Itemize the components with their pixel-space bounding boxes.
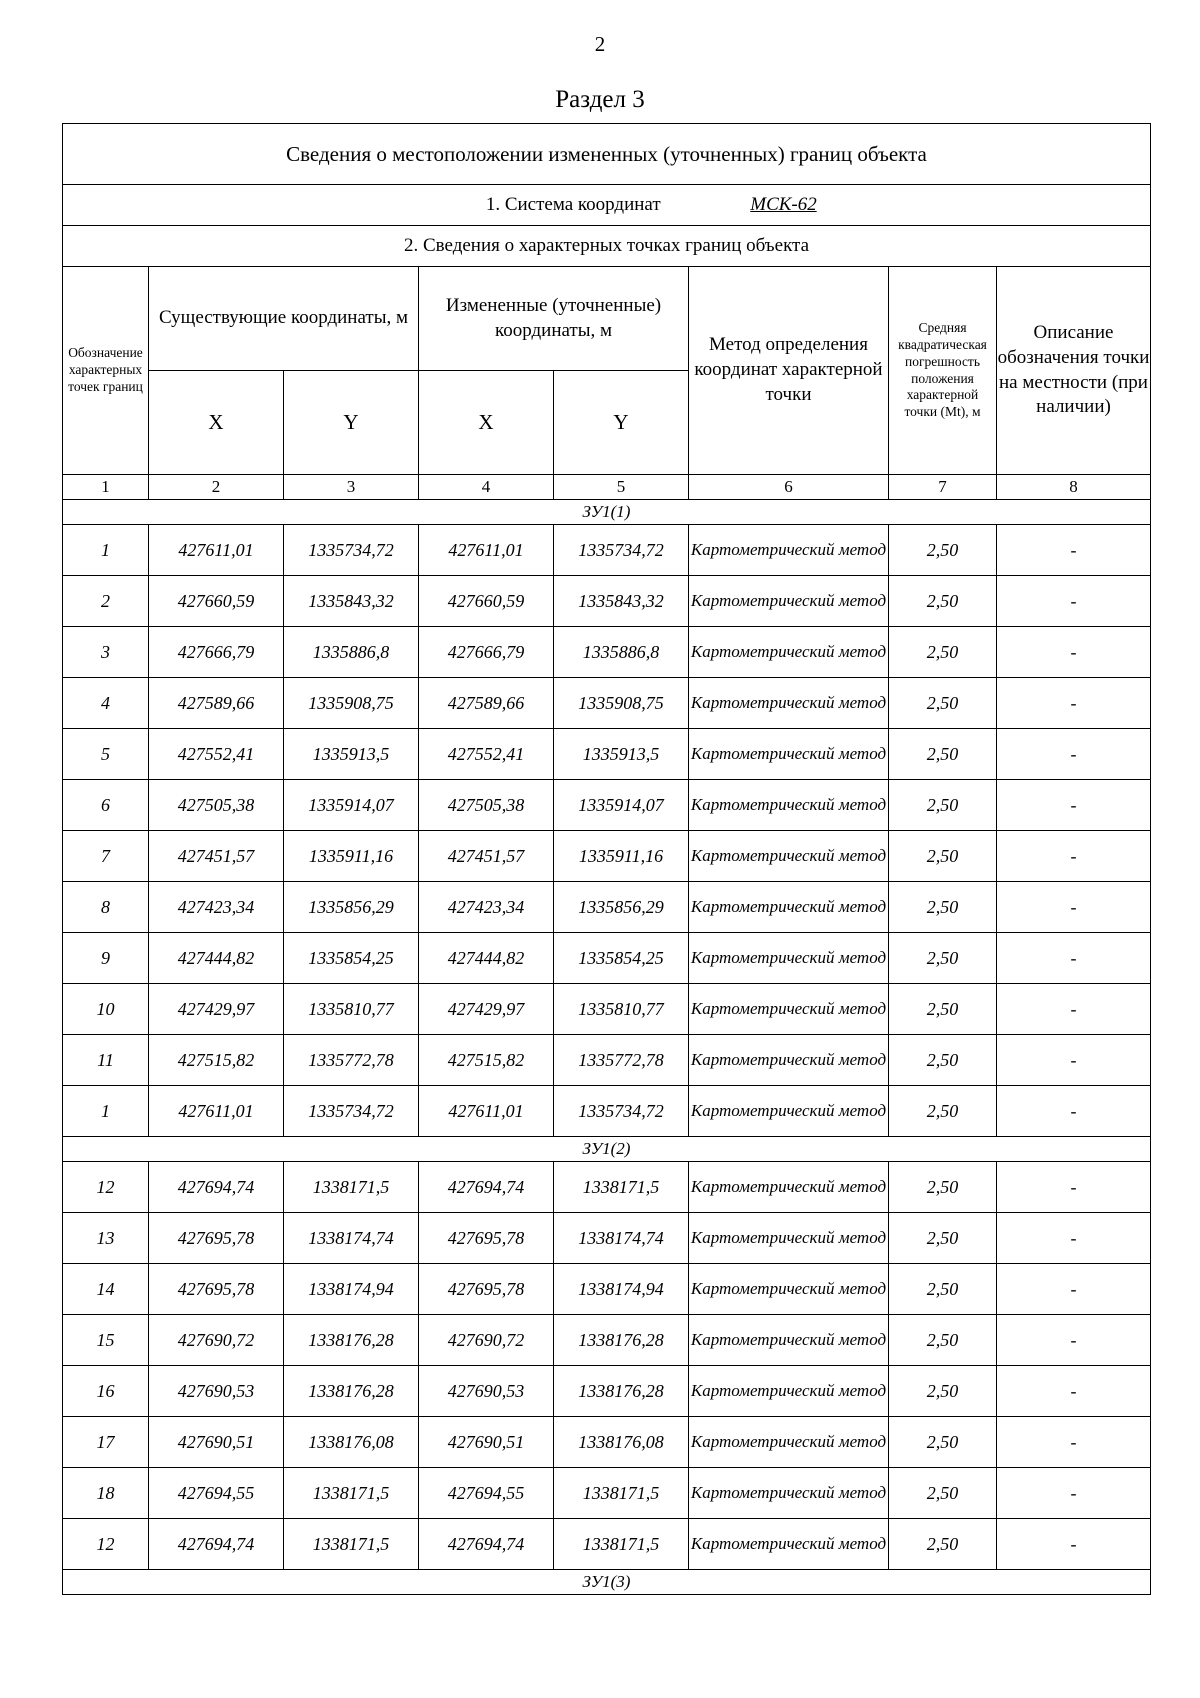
table-row <box>63 1264 1151 1315</box>
cell-method: Картометрический метод <box>689 1468 889 1519</box>
cell-existing-y: 1338174,74 <box>284 1213 419 1264</box>
column-number: 5 <box>554 475 689 500</box>
cell-changed-x: 427444,82 <box>419 933 554 984</box>
cell-mean-error: 2,50 <box>889 576 997 627</box>
cell-description: - <box>997 882 1151 933</box>
cell-changed-x: 427451,57 <box>419 831 554 882</box>
cell-changed-x: 427690,72 <box>419 1315 554 1366</box>
cell-existing-y: 1335914,07 <box>284 780 419 831</box>
cell-mean-error: 2,50 <box>889 831 997 882</box>
cell-point: 1 <box>63 1086 149 1137</box>
cell-description: - <box>997 1035 1151 1086</box>
cell-point: 13 <box>63 1213 149 1264</box>
cell-method: Картометрический метод <box>689 525 889 576</box>
table-row <box>63 831 1151 882</box>
cell-existing-y: 1335911,16 <box>284 831 419 882</box>
cell-existing-x: 427505,38 <box>149 780 284 831</box>
cell-description: - <box>997 729 1151 780</box>
cell-method: Картометрический метод <box>689 831 889 882</box>
cell-description: - <box>997 1315 1151 1366</box>
cell-method: Картометрический метод <box>689 729 889 780</box>
table-row <box>63 1417 1151 1468</box>
cell-method: Картометрический метод <box>689 780 889 831</box>
cell-method: Картометрический метод <box>689 1519 889 1570</box>
cell-changed-y: 1338174,94 <box>554 1264 689 1315</box>
cell-method: Картометрический метод <box>689 1315 889 1366</box>
cell-changed-x: 427611,01 <box>419 1086 554 1137</box>
cell-description: - <box>997 627 1151 678</box>
cell-point: 4 <box>63 678 149 729</box>
table-row <box>63 576 1151 627</box>
cell-description: - <box>997 1264 1151 1315</box>
section-title: Раздел 3 <box>555 86 645 113</box>
cell-description: - <box>997 1162 1151 1213</box>
table-row <box>63 1035 1151 1086</box>
table-row <box>63 780 1151 831</box>
cell-changed-x: 427666,79 <box>419 627 554 678</box>
cell-existing-y: 1338171,5 <box>284 1519 419 1570</box>
cell-changed-y: 1335772,78 <box>554 1035 689 1086</box>
column-number: 1 <box>63 475 149 500</box>
cell-existing-y: 1338171,5 <box>284 1468 419 1519</box>
table-row <box>63 729 1151 780</box>
cell-existing-y: 1335734,72 <box>284 1086 419 1137</box>
group-row <box>63 1137 1151 1162</box>
cell-method: Картометрический метод <box>689 1035 889 1086</box>
cell-method: Картометрический метод <box>689 576 889 627</box>
cell-changed-x: 427552,41 <box>419 729 554 780</box>
table-row <box>63 1315 1151 1366</box>
table-row <box>63 933 1151 984</box>
cell-existing-x: 427694,55 <box>149 1468 284 1519</box>
cell-method: Картометрический метод <box>689 882 889 933</box>
cell-mean-error: 2,50 <box>889 1366 997 1417</box>
cell-mean-error: 2,50 <box>889 627 997 678</box>
cell-method: Картометрический метод <box>689 933 889 984</box>
cell-mean-error: 2,50 <box>889 1162 997 1213</box>
cell-changed-y: 1338171,5 <box>554 1162 689 1213</box>
cell-mean-error: 2,50 <box>889 780 997 831</box>
cell-existing-x: 427695,78 <box>149 1213 284 1264</box>
header-mean-error: Средняя квадратическая погрешность положения характерной точки (Mt), м <box>889 267 997 475</box>
cell-existing-x: 427423,34 <box>149 882 284 933</box>
cell-existing-x: 427589,66 <box>149 678 284 729</box>
cell-description: - <box>997 984 1151 1035</box>
cell-existing-y: 1338176,08 <box>284 1417 419 1468</box>
cell-point: 8 <box>63 882 149 933</box>
cell-method: Картометрический метод <box>689 984 889 1035</box>
cell-existing-x: 427695,78 <box>149 1264 284 1315</box>
cell-existing-y: 1335854,25 <box>284 933 419 984</box>
group-row <box>63 1570 1151 1595</box>
table-row <box>63 1162 1151 1213</box>
cell-changed-x: 427694,74 <box>419 1519 554 1570</box>
cell-existing-x: 427451,57 <box>149 831 284 882</box>
coordinate-system-row <box>63 185 1151 226</box>
cell-changed-x: 427660,59 <box>419 576 554 627</box>
column-number: 3 <box>284 475 419 500</box>
cell-mean-error: 2,50 <box>889 984 997 1035</box>
cell-point: 5 <box>63 729 149 780</box>
cell-point: 9 <box>63 933 149 984</box>
cell-changed-x: 427694,55 <box>419 1468 554 1519</box>
cell-mean-error: 2,50 <box>889 933 997 984</box>
table-row <box>63 627 1151 678</box>
cell-changed-y: 1335810,77 <box>554 984 689 1035</box>
cell-point: 2 <box>63 576 149 627</box>
cell-description: - <box>997 678 1151 729</box>
cell-mean-error: 2,50 <box>889 525 997 576</box>
table-row <box>63 678 1151 729</box>
cell-changed-y: 1338176,28 <box>554 1366 689 1417</box>
cell-existing-x: 427666,79 <box>149 627 284 678</box>
cell-point: 10 <box>63 984 149 1035</box>
cell-changed-y: 1335854,25 <box>554 933 689 984</box>
header-changed-x: X <box>419 371 554 475</box>
cell-existing-x: 427690,53 <box>149 1366 284 1417</box>
cell-changed-x: 427611,01 <box>419 525 554 576</box>
cell-changed-x: 427690,53 <box>419 1366 554 1417</box>
group-row <box>63 500 1151 525</box>
cell-point: 7 <box>63 831 149 882</box>
column-number: 7 <box>889 475 997 500</box>
header-method: Метод определения координат характерной точки <box>689 267 889 475</box>
header-changed-coordinates: Измененные (уточненные) координаты, м <box>419 267 689 371</box>
table-row <box>63 984 1151 1035</box>
cell-method: Картометрический метод <box>689 1366 889 1417</box>
cell-method: Картометрический метод <box>689 1086 889 1137</box>
cell-existing-x: 427552,41 <box>149 729 284 780</box>
cell-changed-y: 1338171,5 <box>554 1468 689 1519</box>
group-label: ЗУ1(3) <box>63 1570 1151 1595</box>
cell-point: 16 <box>63 1366 149 1417</box>
cell-changed-y: 1338171,5 <box>554 1519 689 1570</box>
cell-mean-error: 2,50 <box>889 1468 997 1519</box>
cell-mean-error: 2,50 <box>889 1086 997 1137</box>
cell-existing-x: 427611,01 <box>149 1086 284 1137</box>
table-row <box>63 525 1151 576</box>
cell-changed-y: 1338174,74 <box>554 1213 689 1264</box>
cell-changed-y: 1335843,32 <box>554 576 689 627</box>
cell-changed-y: 1338176,08 <box>554 1417 689 1468</box>
page-number: 2 <box>594 32 606 56</box>
cell-existing-x: 427660,59 <box>149 576 284 627</box>
cell-existing-y: 1335810,77 <box>284 984 419 1035</box>
points-heading: 2. Сведения о характерных точках границ объекта <box>63 226 1151 267</box>
table-row <box>63 882 1151 933</box>
cell-changed-y: 1335913,5 <box>554 729 689 780</box>
header-existing-y: Y <box>284 371 419 475</box>
cell-description: - <box>997 525 1151 576</box>
cell-existing-y: 1335908,75 <box>284 678 419 729</box>
cell-mean-error: 2,50 <box>889 1417 997 1468</box>
cell-changed-y: 1335908,75 <box>554 678 689 729</box>
cell-existing-x: 427694,74 <box>149 1162 284 1213</box>
cell-mean-error: 2,50 <box>889 1315 997 1366</box>
cell-description: - <box>997 1086 1151 1137</box>
cell-changed-x: 427429,97 <box>419 984 554 1035</box>
cell-existing-x: 427694,74 <box>149 1519 284 1570</box>
cell-point: 3 <box>63 627 149 678</box>
cell-changed-y: 1335914,07 <box>554 780 689 831</box>
table-heading: Сведения о местоположении измененных (уточненных) границ объекта <box>63 124 1151 185</box>
cell-existing-x: 427515,82 <box>149 1035 284 1086</box>
cell-mean-error: 2,50 <box>889 1213 997 1264</box>
cell-changed-y: 1338176,28 <box>554 1315 689 1366</box>
coordinate-system-label: 1. Система координат <box>485 194 661 215</box>
header-description: Описание обозначения точки на местности (при наличии) <box>997 267 1151 475</box>
cell-changed-y: 1335911,16 <box>554 831 689 882</box>
cell-changed-y: 1335734,72 <box>554 525 689 576</box>
cell-point: 1 <box>63 525 149 576</box>
cell-changed-y: 1335856,29 <box>554 882 689 933</box>
cell-existing-y: 1335913,5 <box>284 729 419 780</box>
cell-existing-y: 1335856,29 <box>284 882 419 933</box>
cell-description: - <box>997 1213 1151 1264</box>
group-label: ЗУ1(1) <box>63 500 1151 525</box>
table-row <box>63 1519 1151 1570</box>
cell-changed-x: 427505,38 <box>419 780 554 831</box>
header-changed-y: Y <box>554 371 689 475</box>
cell-description: - <box>997 1417 1151 1468</box>
group-label: ЗУ1(2) <box>63 1137 1151 1162</box>
cell-method: Картометрический метод <box>689 627 889 678</box>
cell-point: 6 <box>63 780 149 831</box>
cell-existing-x: 427429,97 <box>149 984 284 1035</box>
cell-mean-error: 2,50 <box>889 1519 997 1570</box>
column-number: 2 <box>149 475 284 500</box>
cell-method: Картометрический метод <box>689 1264 889 1315</box>
column-number: 8 <box>997 475 1151 500</box>
cell-point: 17 <box>63 1417 149 1468</box>
cell-mean-error: 2,50 <box>889 729 997 780</box>
cell-changed-x: 427515,82 <box>419 1035 554 1086</box>
cell-existing-y: 1335886,8 <box>284 627 419 678</box>
coordinate-system-value: МСК-62 <box>750 194 817 215</box>
table-row <box>63 1213 1151 1264</box>
cell-description: - <box>997 780 1151 831</box>
cell-mean-error: 2,50 <box>889 882 997 933</box>
cell-description: - <box>997 1468 1151 1519</box>
cell-changed-x: 427423,34 <box>419 882 554 933</box>
cell-existing-x: 427611,01 <box>149 525 284 576</box>
cell-method: Картометрический метод <box>689 1162 889 1213</box>
cell-description: - <box>997 1519 1151 1570</box>
cell-point: 11 <box>63 1035 149 1086</box>
column-number: 4 <box>419 475 554 500</box>
cell-description: - <box>997 831 1151 882</box>
cell-mean-error: 2,50 <box>889 678 997 729</box>
cell-changed-x: 427690,51 <box>419 1417 554 1468</box>
cell-changed-y: 1335886,8 <box>554 627 689 678</box>
cell-method: Картометрический метод <box>689 1417 889 1468</box>
cell-existing-x: 427690,72 <box>149 1315 284 1366</box>
cell-changed-x: 427694,74 <box>419 1162 554 1213</box>
cell-changed-x: 427589,66 <box>419 678 554 729</box>
cell-existing-y: 1338176,28 <box>284 1315 419 1366</box>
cell-changed-x: 427695,78 <box>419 1264 554 1315</box>
cell-mean-error: 2,50 <box>889 1264 997 1315</box>
cell-existing-x: 427690,51 <box>149 1417 284 1468</box>
cell-point: 14 <box>63 1264 149 1315</box>
column-number: 6 <box>689 475 889 500</box>
cell-description: - <box>997 1366 1151 1417</box>
table-row <box>63 1086 1151 1137</box>
cell-changed-x: 427695,78 <box>419 1213 554 1264</box>
cell-point: 18 <box>63 1468 149 1519</box>
cell-existing-y: 1338171,5 <box>284 1162 419 1213</box>
table-row <box>63 1366 1151 1417</box>
cell-point: 12 <box>63 1519 149 1570</box>
header-existing-x: X <box>149 371 284 475</box>
cell-changed-y: 1335734,72 <box>554 1086 689 1137</box>
boundary-points-table <box>62 123 1151 1595</box>
cell-existing-y: 1338176,28 <box>284 1366 419 1417</box>
cell-description: - <box>997 576 1151 627</box>
cell-description: - <box>997 933 1151 984</box>
table-row <box>63 1468 1151 1519</box>
cell-method: Картометрический метод <box>689 678 889 729</box>
cell-existing-y: 1335772,78 <box>284 1035 419 1086</box>
cell-point: 15 <box>63 1315 149 1366</box>
header-point-designation: Обозначение характерных точек границ <box>63 267 149 475</box>
cell-method: Картометрический метод <box>689 1213 889 1264</box>
cell-mean-error: 2,50 <box>889 1035 997 1086</box>
cell-existing-y: 1338174,94 <box>284 1264 419 1315</box>
cell-existing-y: 1335734,72 <box>284 525 419 576</box>
header-existing-coordinates: Существующие координаты, м <box>149 267 419 371</box>
cell-existing-y: 1335843,32 <box>284 576 419 627</box>
cell-existing-x: 427444,82 <box>149 933 284 984</box>
cell-point: 12 <box>63 1162 149 1213</box>
